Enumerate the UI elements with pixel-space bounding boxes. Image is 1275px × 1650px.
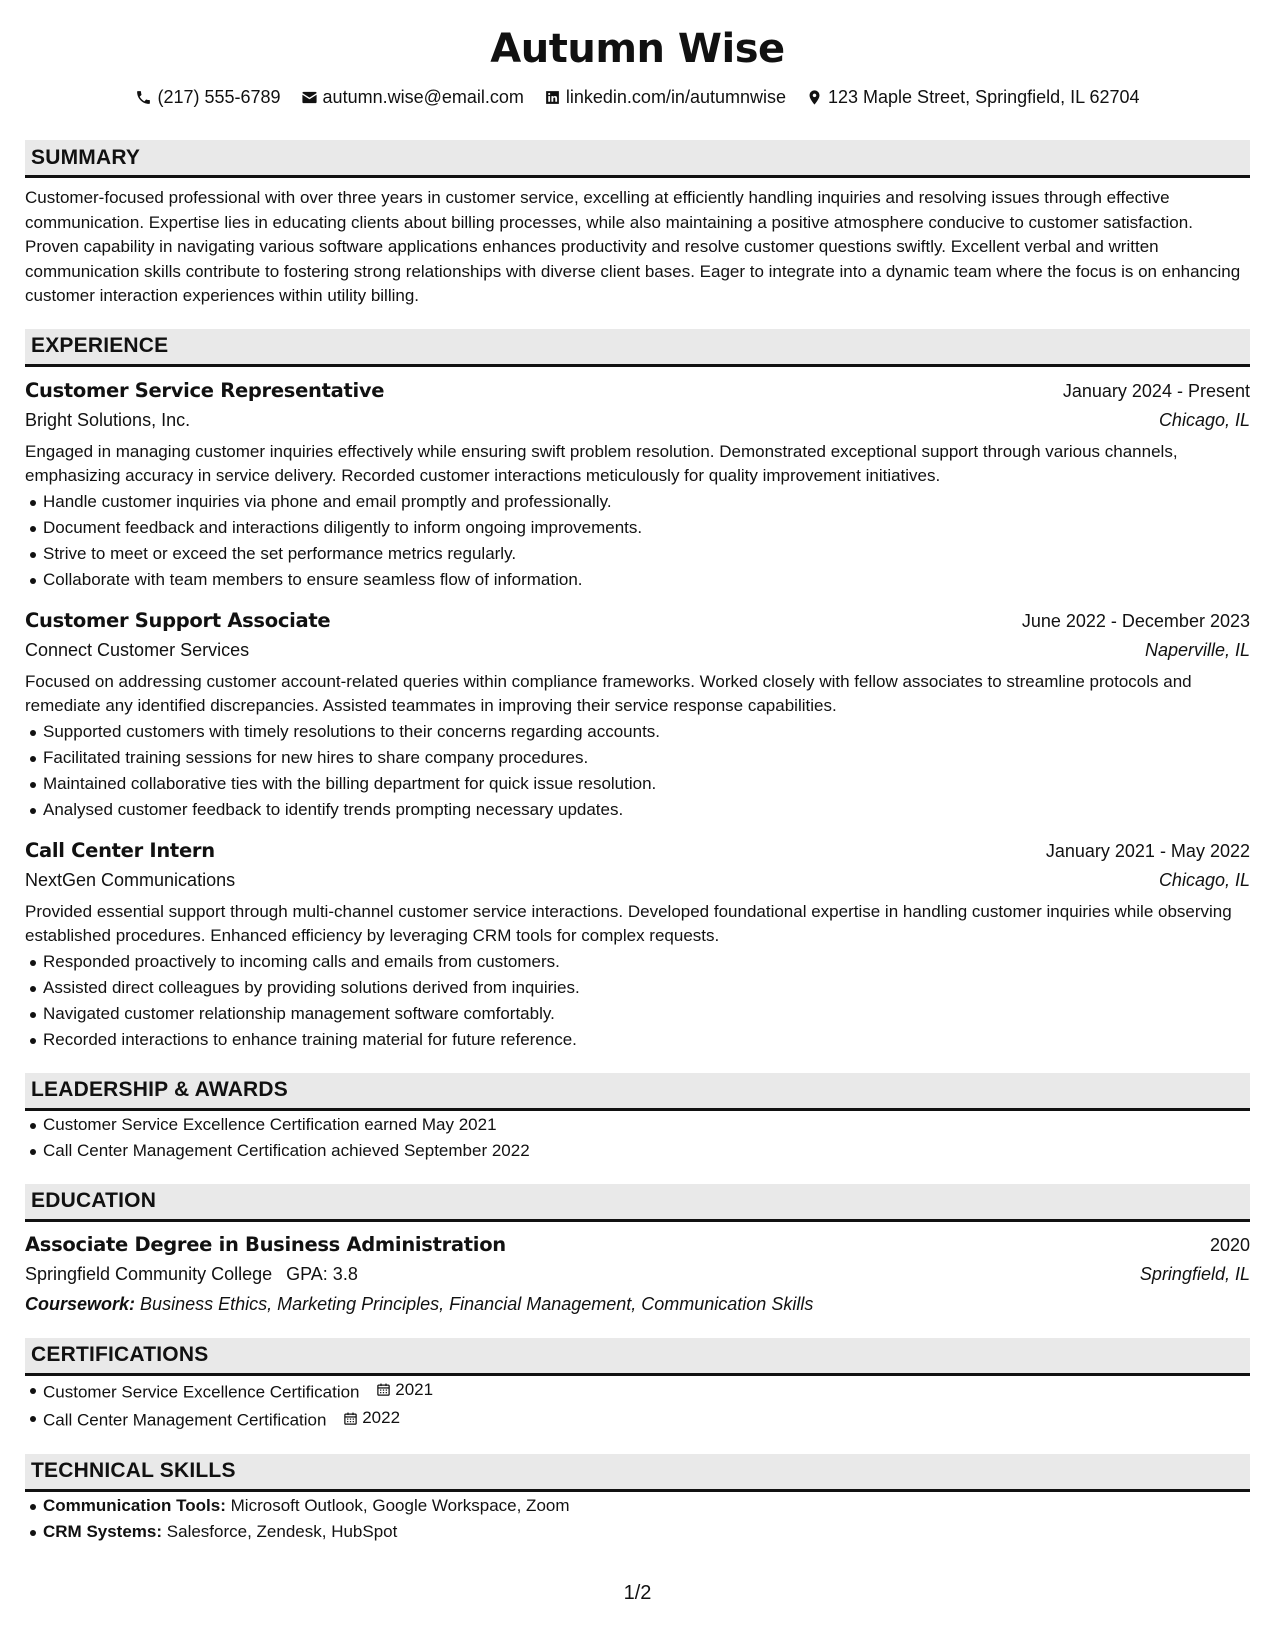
list-item: Document feedback and interactions diligently to inform ongoing improvements. [25, 515, 1250, 541]
skill-category: Communication Tools: [43, 1495, 226, 1515]
phone-text: (217) 555-6789 [157, 87, 281, 107]
list-item: Assisted direct colleagues by providing solutions derived from inquiries. [25, 975, 1250, 1001]
graduation-year: 2020 [1209, 1234, 1250, 1255]
list-item: Collaborate with team members to ensure seamless flow of information. [25, 567, 1250, 593]
list-item: Responded proactively to incoming calls and emails from customers. [25, 949, 1250, 975]
skills-list [25, 1493, 1250, 1545]
cert-name: Customer Service Excellence Certification [43, 1382, 360, 1402]
cert-year: 2022 [362, 1408, 401, 1428]
section-title: SUMMARY [31, 145, 141, 169]
list-item [25, 1405, 1250, 1434]
section-title: TECHNICAL SKILLS [31, 1459, 236, 1483]
list-item [25, 1377, 1250, 1406]
skill-values: Salesforce, Zendesk, HubSpot [166, 1521, 398, 1541]
address-text: 123 Maple Street, Springfield, IL 62704 [828, 87, 1140, 107]
education-entry [25, 1231, 1250, 1318]
list-item: Call Center Management Certification achieved September 2022 [25, 1138, 1250, 1164]
candidate-name: Autumn Wise [490, 26, 785, 72]
linkedin-icon [544, 89, 561, 106]
list-item [25, 1519, 1250, 1545]
cert-name: Call Center Management Certification [43, 1410, 327, 1430]
map-marker-icon [806, 89, 823, 106]
job-bullets [25, 489, 1250, 593]
calendar-icon [343, 1411, 358, 1426]
job-entry [25, 377, 1250, 593]
list-item [25, 1493, 1250, 1519]
job-location: Naperville, IL [1144, 639, 1250, 660]
job-description: Focused on addressing customer account-related queries within compliance frameworks. Worked closely with fellow associates to streamline protocols and remediate any identified discrepancies. Assisted teammates in improving their service response capabilities. [25, 671, 1192, 715]
school-name: Springfield Community College [25, 1263, 273, 1284]
calendar-icon [376, 1382, 391, 1397]
section-title: LEADERSHIP & AWARDS [31, 1078, 288, 1102]
section-title: EDUCATION [31, 1189, 157, 1213]
list-item: Customer Service Excellence Certification earned May 2021 [25, 1112, 1250, 1138]
contact-email[interactable] [301, 86, 524, 108]
skill-category: CRM Systems: [43, 1521, 163, 1541]
coursework-list: Business Ethics, Marketing Principles, Financial Management, Communication Skills [140, 1293, 814, 1314]
list-item: Analysed customer feedback to identify trends prompting necessary updates. [25, 797, 1250, 823]
awards-header [25, 1073, 1250, 1111]
job-dates: January 2024 - Present [1062, 380, 1250, 401]
summary-header [25, 140, 1250, 178]
section-title: EXPERIENCE [31, 334, 169, 358]
section-title: CERTIFICATIONS [31, 1343, 209, 1367]
job-location: Chicago, IL [1158, 869, 1250, 890]
coursework [25, 1290, 1250, 1318]
certifications-header [25, 1338, 1250, 1376]
email-text: autumn.wise@email.com [322, 87, 524, 107]
contact-linkedin[interactable] [544, 86, 786, 108]
contact-bar [25, 86, 1250, 108]
experience-header [25, 329, 1250, 367]
list-item: Recorded interactions to enhance training material for future reference. [25, 1027, 1250, 1053]
envelope-icon [301, 89, 318, 106]
degree-title: Associate Degree in Business Administration [25, 1232, 506, 1256]
job-dates: January 2021 - May 2022 [1045, 840, 1250, 861]
education-header [25, 1184, 1250, 1222]
school-location: Springfield, IL [1139, 1263, 1250, 1284]
job-dates: June 2022 - December 2023 [1021, 610, 1250, 631]
job-bullets [25, 719, 1250, 823]
contact-phone [135, 86, 280, 108]
list-item: Facilitated training sessions for new hires to share company procedures. [25, 745, 1250, 771]
linkedin-text: linkedin.com/in/autumnwise [565, 87, 786, 107]
skill-values: Microsoft Outlook, Google Workspace, Zoom [230, 1495, 570, 1515]
job-company: NextGen Communications [25, 869, 236, 890]
experience-list [25, 377, 1250, 1053]
job-entry [25, 837, 1250, 1053]
page-number: 1/2 [623, 1582, 652, 1604]
job-location: Chicago, IL [1158, 409, 1250, 430]
job-company: Bright Solutions, Inc. [25, 409, 191, 430]
coursework-label: Coursework: [25, 1293, 136, 1314]
phone-icon [135, 89, 152, 106]
job-company: Connect Customer Services [25, 639, 250, 660]
resume-page [25, 0, 1250, 1545]
job-title: Customer Service Representative [25, 378, 385, 402]
job-bullets [25, 949, 1250, 1053]
list-item: Handle customer inquiries via phone and email promptly and professionally. [25, 489, 1250, 515]
skills-header [25, 1454, 1250, 1492]
summary-text: Customer-focused professional with over three years in customer service, excelling at efficiently handling inquiries and resolving issues through effective communication. Expertise lies in educating clients about billing processes, while also maintaining a positive atmosphere conducive to customer satisfaction. Proven capability in navigating various software applications enhances productivity and resolve customer questions swiftly. Excellent verbal and written communication skills contribute to fostering strong relationships with diverse client bases. Eager to integrate into a dynamic team where the focus is on enhancing customer interaction experiences within utility billing. [25, 188, 1241, 306]
job-title: Call Center Intern [25, 838, 215, 862]
certifications-list [25, 1377, 1250, 1434]
list-item: Strive to meet or exceed the set performance metrics regularly. [25, 541, 1250, 567]
cert-year: 2021 [395, 1379, 434, 1399]
job-title: Customer Support Associate [25, 608, 331, 632]
job-description: Provided essential support through multi-channel customer service interactions. Developed foundational expertise in handling customer inquiries while observing established procedures. Enhanced efficiency by leveraging CRM tools for complex requests. [25, 901, 1232, 945]
contact-address [806, 86, 1140, 108]
gpa: GPA: 3.8 [286, 1263, 358, 1284]
awards-list [25, 1112, 1250, 1164]
list-item: Supported customers with timely resolutions to their concerns regarding accounts. [25, 719, 1250, 745]
list-item: Maintained collaborative ties with the billing department for quick issue resolution. [25, 771, 1250, 797]
list-item: Navigated customer relationship management software comfortably. [25, 1001, 1250, 1027]
job-entry [25, 607, 1250, 823]
job-description: Engaged in managing customer inquiries effectively while ensuring swift problem resolution. Demonstrated exceptional support through various channels, emphasizing accuracy in service delivery. Recorded customer interactions meticulously for quality improvement initiatives. [25, 441, 1178, 485]
